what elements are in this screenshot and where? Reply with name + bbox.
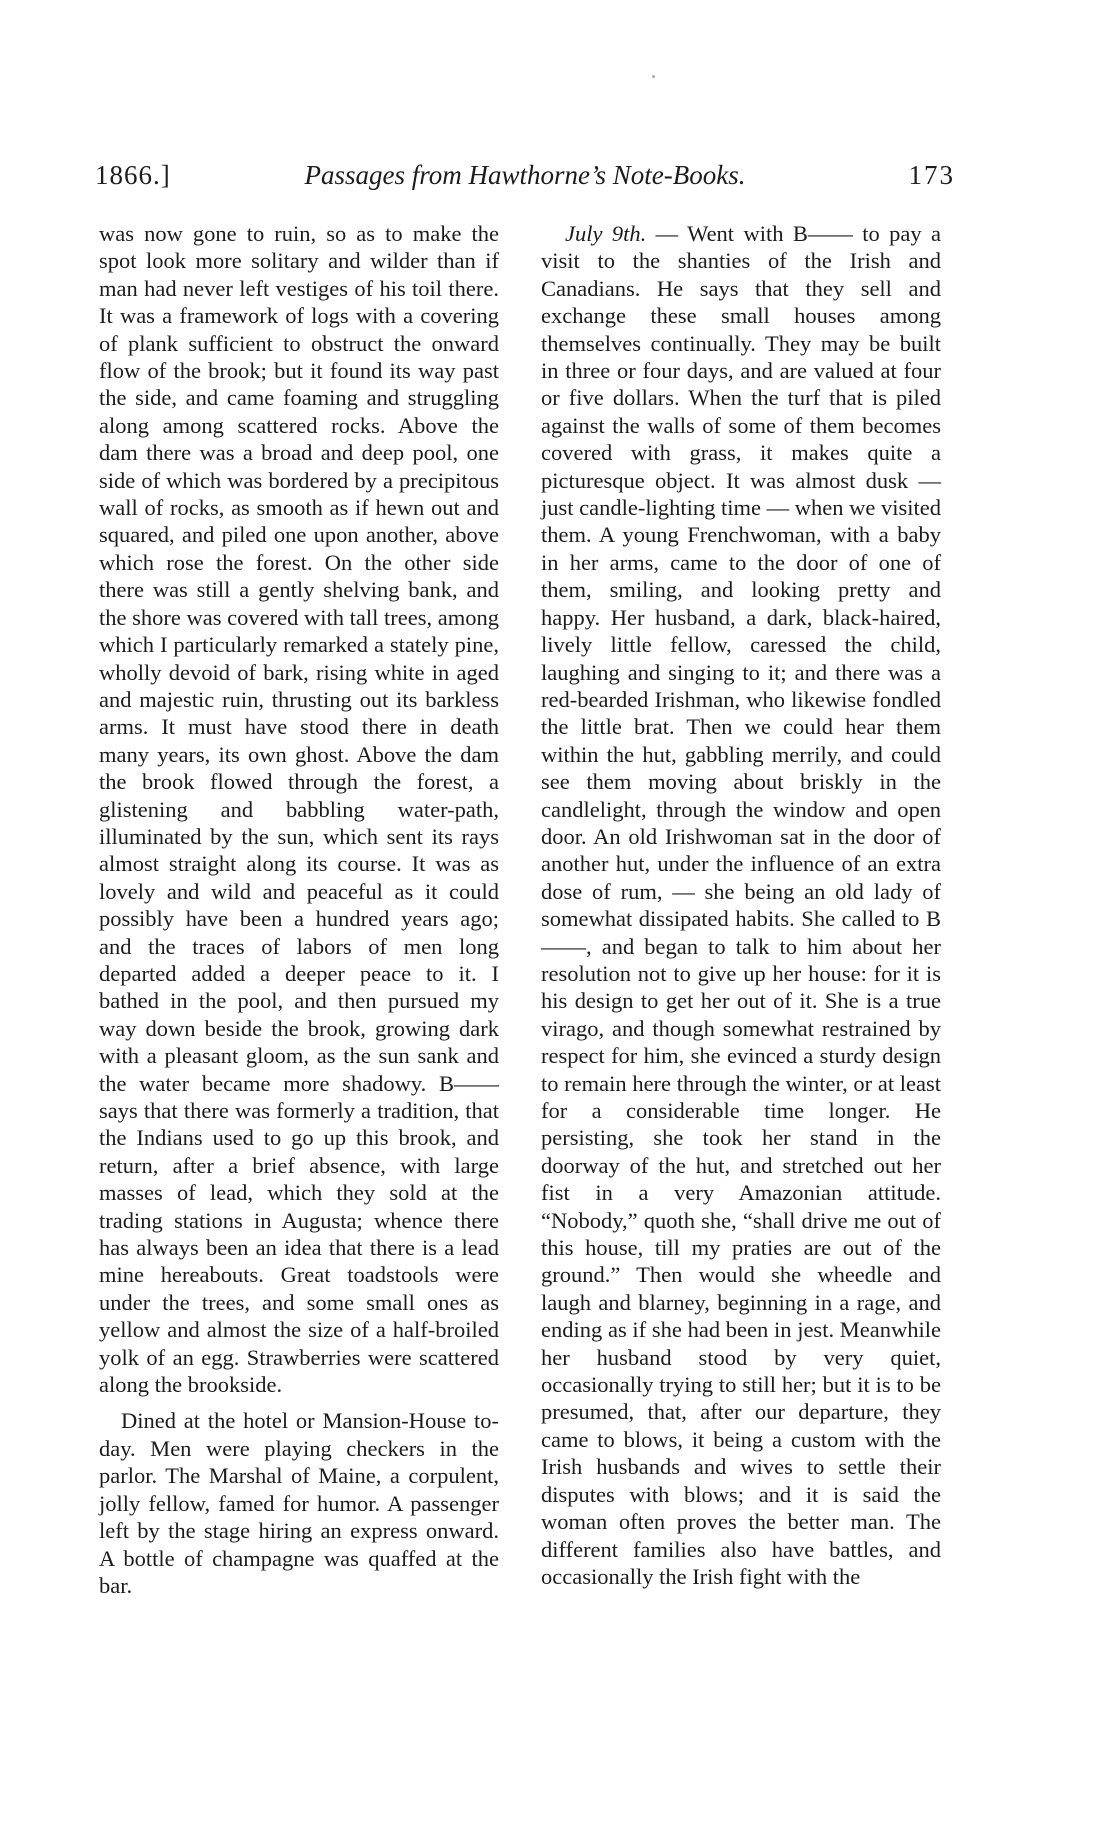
print-speck	[652, 75, 655, 78]
right-paragraph-1-text: — Went with B—— to pay a visit to the shanties of the Irish and Canadians. He says that they sell and exchange these small houses among themselves continually. They may be built in three or four days, and are valued at four or five dollars. When the turf that is piled against the walls of some of them becomes covered with grass, it makes quite a picturesque object. It was almost dusk — just candle-lighting time — when we visited them. A young Frenchwoman, with a baby in her arms, came to the door of one of them, smiling, and looking pretty and happy. Her husband, a dark, black-haired, lively little fellow, caressed the child, laughing and singing to it; and there was a red-bearded Irishman, who likewise fondled the little brat. Then we could hear them within the hut, gabbling merrily, and could see them moving about briskly in the candlelight, through the window and open door. An old Irishwoman sat in the door of another hut, under the influence of an extra dose of rum, — she being an old lady of somewhat dissipated habits. She called to B——, and began to talk to him about her resolution not to give up her house: for it is his design to get her out of it. She is a true virago, and though somewhat restrained by respect for him, she evinced a sturdy design to remain here through the winter, or at least for a considerable time longer. He persisting, she took her stand in the doorway of the hut, and stretched out her fist in a very Amazonian attitude. “Nobody,” quoth she, “shall drive me out of this house, till my praties are out of the ground.” Then would she wheedle and laugh and blarney, beginning in a rage, and ending as if she had been in jest. Meanwhile her husband stood by very quiet, occasionally trying to still her; but it is to be presumed, that, after our departure, they came to blows, it being a custom with the Irish husbands and wives to settle their disputes with blows; and it is said the woman often proves the better man. The different families also have battles, and occasionally the Irish fight with the	[541, 221, 941, 1589]
header-year: 1866.]	[95, 160, 171, 190]
header-title: Passages from Hawthorne’s Note-Books.	[304, 160, 746, 190]
page-number: 173	[908, 160, 955, 190]
entry-date: July 9th.	[565, 221, 647, 246]
right-paragraph-1	[541, 220, 941, 1590]
left-paragraph-2: Dined at the hotel or Mansion-House to-day. Men were playing checkers in the parlor. The Marshal of Maine, a corpulent, jolly fellow, famed for humor. A passenger left by the stage hiring an express onward. A bottle of champagne was quaffed at the bar.	[99, 1408, 499, 1598]
running-head	[95, 160, 955, 200]
left-column	[99, 220, 499, 1599]
left-paragraph-1: was now gone to ruin, so as to make the spot look more solitary and wilder than if man had never left vestiges of his toil there. It was a framework of logs with a covering of plank sufficient to obstruct the onward flow of the brook; but it found its way past the side, and came foaming and struggling along among scattered rocks. Above the dam there was a broad and deep pool, one side of which was bordered by a precipitous wall of rocks, as smooth as if hewn out and squared, and piled one upon another, above which rose the forest. On the other side there was still a gently shelving bank, and the shore was covered with tall trees, among which I particularly remarked a stately pine, wholly devoid of bark, rising white in aged and majestic ruin, thrusting out its barkless arms. It must have stood there in death many years, its own ghost. Above the dam the brook flowed through the forest, a glistening and babbling water-path, illuminated by the sun, which sent its rays almost straight along its course. It was as lovely and wild and peaceful as it could possibly have been a hundred years ago; and the traces of labors of men long departed added a deeper peace to it. I bathed in the pool, and then pursued my way down beside the brook, growing dark with a pleasant gloom, as the sun sank and the water became more shadowy. B—— says that there was formerly a tradition, that the Indians used to go up this brook, and return, after a brief absence, with large masses of lead, which they sold at the trading stations in Augusta; whence there has always been an idea that there is a lead mine hereabouts. Great toadstools were under the trees, and some small ones as yellow and almost the size of a half-broiled yolk of an egg. Strawberries were scattered along the brookside.	[99, 221, 499, 1398]
right-column	[541, 220, 941, 1590]
